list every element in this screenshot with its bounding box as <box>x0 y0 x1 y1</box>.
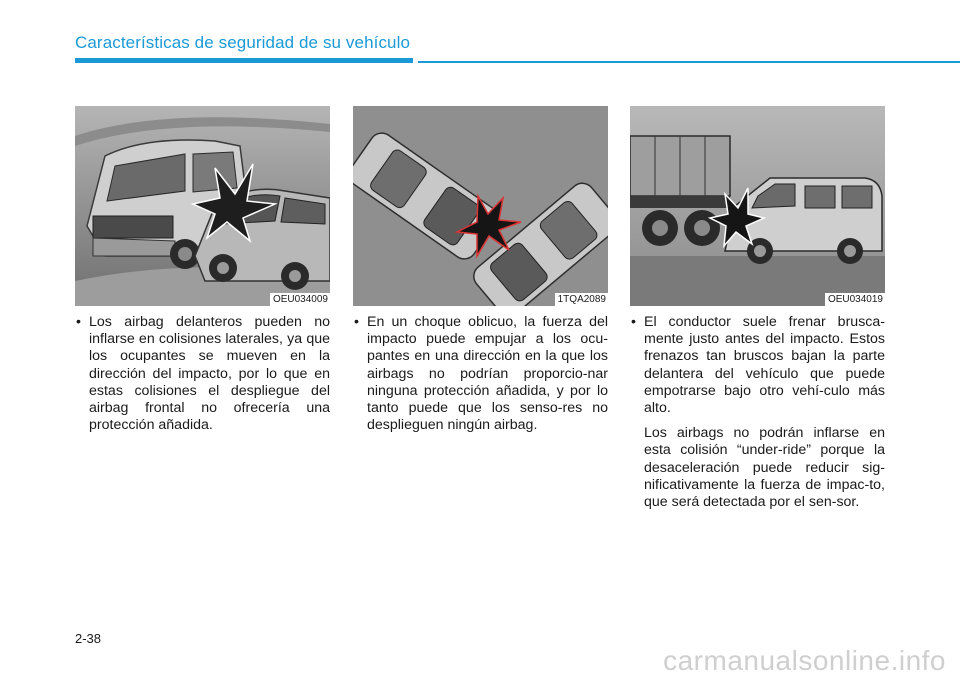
header-rule-thick <box>75 58 413 63</box>
text-column-3 <box>630 314 885 511</box>
bullet-text: Los airbag delanteros pueden no inflarse en colisiones laterales, ya que los ocupantes se mueven en la dirección del impacto, por lo que en estas colisiones el despliegue del airbag frontal no ofrecería una protección añadida. <box>89 314 330 434</box>
watermark: carmanualsonline.info <box>663 645 946 676</box>
bullet-dot: • <box>631 314 636 330</box>
bullet-item <box>630 314 885 417</box>
figure-code: 1TQA2089 <box>555 293 608 306</box>
figure-code: OEU034009 <box>270 293 330 306</box>
figure-oblique-collision <box>353 106 608 306</box>
section-title: Características de seguridad de su vehículo <box>75 33 411 52</box>
text-column-1 <box>75 314 330 442</box>
text-column-2 <box>353 314 608 442</box>
page-number: 2-38 <box>75 631 102 646</box>
header-rule-thin <box>418 61 960 63</box>
bullet-item <box>75 314 330 434</box>
bullet-dot: • <box>354 314 359 330</box>
van-side-collision-illustration <box>75 106 330 306</box>
oblique-collision-illustration <box>353 106 608 306</box>
bullet-text: En un choque oblicuo, la fuerza del impacto puede empujar a los ocu-pantes en una dirección en la que los airbags no podrían proporcio-nar ninguna protección añadida, y por lo tanto puede que los senso-res no desplieguen ningún airbag. <box>367 314 608 434</box>
figure-side-collision <box>75 106 330 306</box>
bullet-item <box>353 314 608 434</box>
under-ride-collision-illustration <box>630 106 885 306</box>
bullet-dot: • <box>76 314 81 330</box>
figure-code: OEU034019 <box>825 293 885 306</box>
bullet-text: El conductor suele frenar brusca-mente justo antes del impacto. Estos frenazos tan bruscos bajan la parte delantera del vehículo que puede empotrarse bajo otro vehí-culo más alto. <box>644 314 885 417</box>
figure-under-ride-collision <box>630 106 885 306</box>
paragraph-text: Los airbags no podrán inflarse en esta colisión “under-ride” porque la desaceleración puede reducir sig-nificativamente la fuerza de impac-to, que será detectada por el sen-sor. <box>644 425 885 511</box>
